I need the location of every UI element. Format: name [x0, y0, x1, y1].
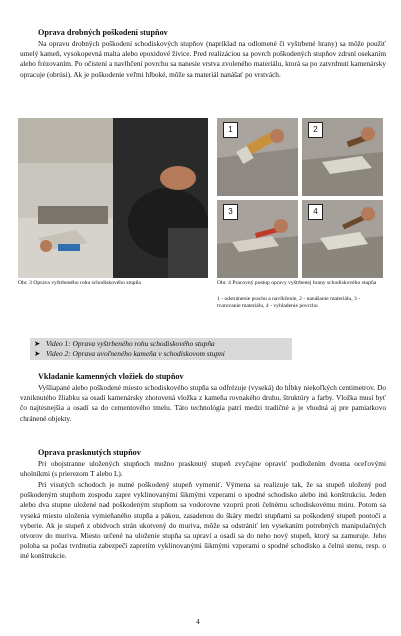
step-photo-4: [302, 200, 383, 278]
video-link-1[interactable]: ➤ Video 1: Oprava vyštrbeného rohu schodiskového stupňa: [34, 339, 215, 348]
figure-3-caption: Obr. 3 Oprava vyštrbeného rohu schodiskového stupňa: [18, 280, 141, 286]
step-number-2: 2: [308, 122, 323, 138]
paragraph-cracked-steps-1: Pri obojstranne uložených stupňoch možno prasknutý stupeň zvyčajne opraviť podložením dvoma oceľovými uholníkmi (s prierezom T alebo L).: [20, 459, 386, 479]
paragraph-stone-inserts: Vyšliapané alebo poškodené miesto schodiskového stupňa sa odfrézuje (vyseká) do hĺbky niekoľkých centimetrov. Do vzniknutého žliabku sa osadí kamenársky zhotovená vložka z kameňa rovnakého druhu, štruktúry a farby. Vložka musí byť čo najtesnejšia a osadí sa do cementového tmelu. Táto technológia patrí medzi tradičné a je vhodná aj pre pamiatkovo chránené objekty.: [20, 383, 386, 423]
figure-4-caption-list: 1 - odstránenie prachu a navlhčenie, 2 - nanášanie materiálu, 3 - tvarovanie materiálu, 4 - vyhladenie povrchu: [217, 296, 361, 310]
step-number-3: 3: [223, 204, 238, 220]
arrow-bullet-icon: ➤: [34, 339, 41, 348]
section-heading-stone-inserts: Vkladanie kamenných vložiek do stupňov: [38, 372, 184, 381]
section-heading-cracked-steps: Oprava prasknutých stupňov: [38, 448, 141, 457]
figure-4-caption-title: Obr. 4 Pracovný postup opravy vyštrbenej hrany schodiskového stupňa: [217, 280, 377, 286]
step-photo-3: [217, 200, 298, 278]
photo-corner-repair-image: [18, 118, 208, 278]
paragraph-small-repairs: Na opravu drobných poškodení schodiskových stupňov (napríklad na odlomené či vyštrbené hrany) sa môže použiť umelý kameň, vysokopevná malta alebo epoxidové živice. Pred realizáciou sa povrch poškodených stupňov zdrsní osekaním alebo frézovaním. Po očistení a navlhčení povrchu sa nanesie vrstva zvoleného materiálu, ktorá sa po zatvrdnutí kamenársky opracuje (obrúsi). Ak je poškodenie veľmi hlboké, môže sa materiál nanášať po vrstvách.: [20, 39, 386, 79]
arrow-bullet-icon: ➤: [34, 349, 41, 358]
step-number-4: 4: [308, 204, 323, 220]
step-photo-1: [217, 118, 298, 196]
step-photo-2: [302, 118, 383, 196]
photo-corner-repair: [18, 118, 208, 278]
page-number: 4: [196, 617, 200, 626]
video-links-box: [30, 338, 292, 360]
video-link-2[interactable]: ➤ Video 2: Oprava uvoľneného kameňa v schodiskovom stupni: [34, 349, 225, 358]
paragraph-cracked-steps-2: Pri visutých schodoch je nutné poškodený stupeň vymeniť. Výmena sa realizuje tak, že sa stupeň uložený pod poškodeným stupňom zospodu zapre vyklinovanými šikmými vzperami o spodné schodisko alebo inú konštrukciu. Jeden alebo dva stupne uložené nad poškodeným stupňom sa vodorovne vzoprú proti čelnému schodiskovému múru. Potom sa vyseká miesto uloženia vymieňaného stupňa a pákou, zasadenou do škáry medzi stupňami sa poškodený stupeň pootočí a vyberie. Ak je stupeň z obidvoch strán ukotvený do muriva, môže sa odstrániť len vysekaním potrebných manipulačných otvorov do muriva. Miesto určené na uloženie stupňa sa upraví a osadí sa do neho nový stupeň, ktorý sa zamuruje. Jeho poloha sa počas tvrdnutia zabezpečí zapretím vyklinovanými šikmými vzperami o spodné schodisko a čelnú stenu, resp. o iné konštrukcie.: [20, 480, 386, 561]
section-heading-small-repairs: Oprava drobných poškodení stupňov: [38, 28, 168, 37]
step-number-1: 1: [223, 122, 238, 138]
